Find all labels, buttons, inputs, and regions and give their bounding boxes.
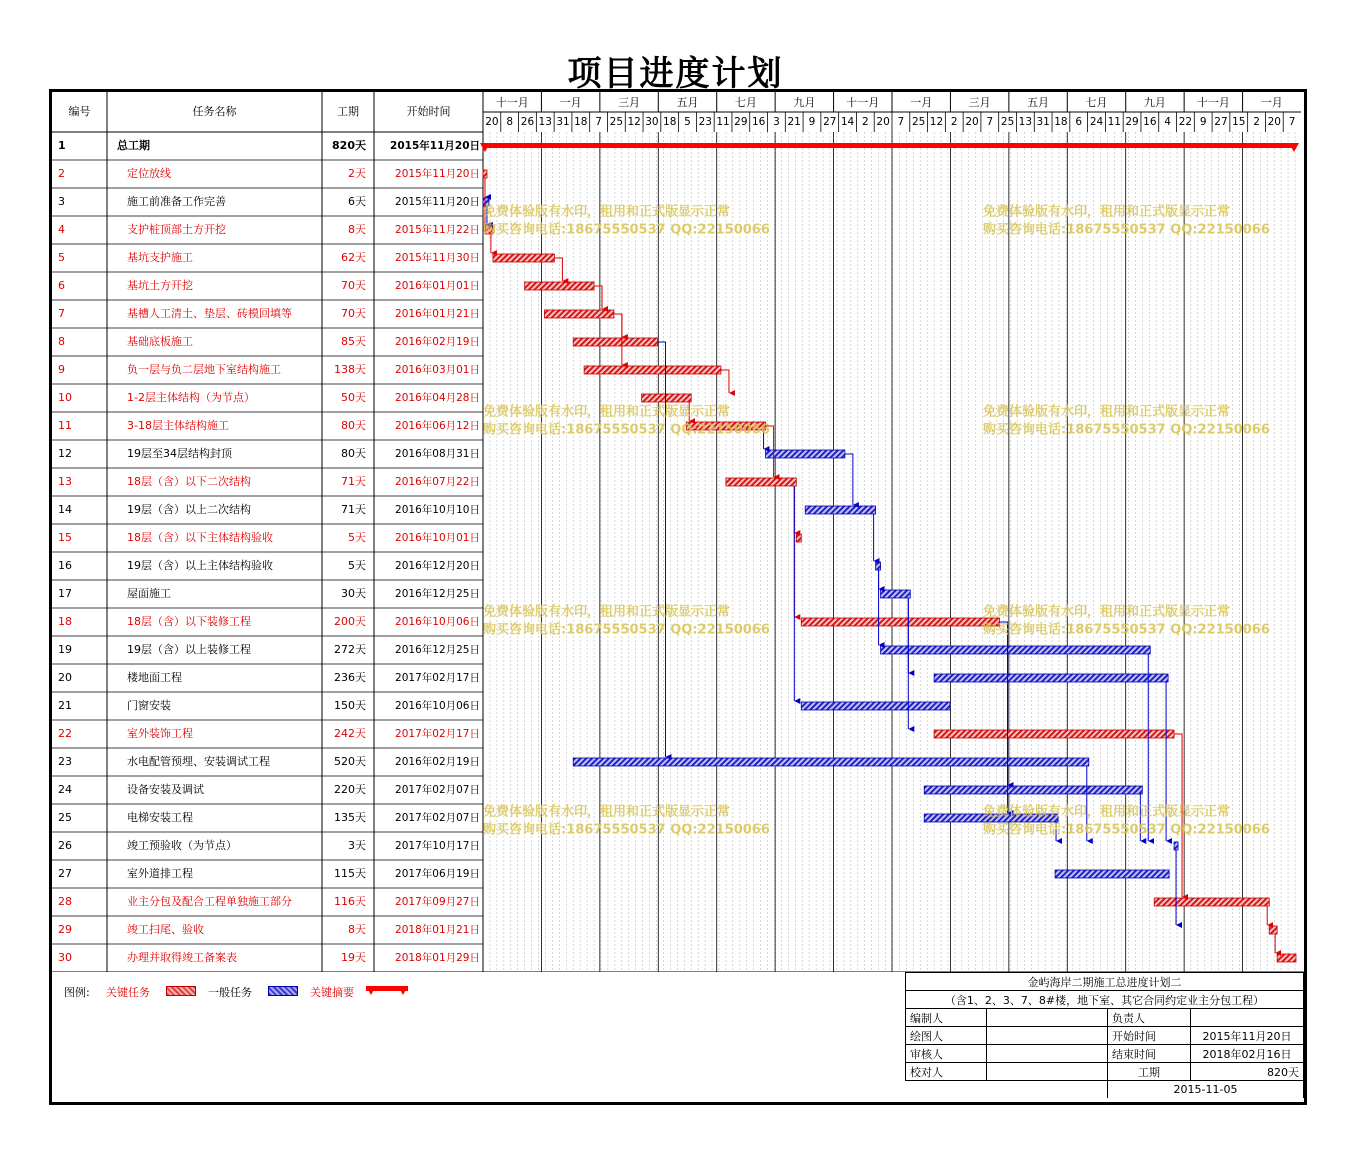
task-duration: 8天 [348, 223, 366, 236]
month-label: 一月 [910, 96, 933, 109]
dependency-link [554, 258, 562, 281]
task-start: 2017年10月17日 [395, 840, 480, 852]
month-label: 三月 [618, 96, 641, 109]
day-label: 3 [773, 116, 780, 128]
task-start: 2016年08月31日 [395, 448, 480, 460]
day-label: 8 [506, 116, 514, 128]
task-name: 18层（含）以下主体结构验收 [127, 531, 273, 544]
legend-summary-swatch [364, 984, 410, 998]
day-label: 20 [1267, 116, 1282, 128]
normal-task-bar [934, 674, 1168, 682]
day-label: 18 [1054, 116, 1068, 128]
day-label: 7 [897, 116, 905, 128]
task-start: 2015年11月30日 [395, 252, 480, 264]
day-label: 18 [574, 116, 588, 128]
legend-critical-swatch [166, 986, 196, 996]
task-name: 业主分包及配合工程单独施工部分 [127, 895, 292, 908]
task-name: 施工前准备工作完善 [127, 195, 226, 208]
task-id: 20 [58, 671, 72, 684]
task-id: 15 [58, 531, 72, 544]
task-id: 22 [58, 727, 72, 740]
task-name: 19层（含）以上主体结构验收 [127, 559, 273, 572]
normal-task-bar [766, 450, 845, 458]
task-id: 5 [58, 251, 65, 264]
task-start: 2016年07月22日 [395, 476, 480, 488]
gantt-chart [52, 92, 1304, 972]
task-name: 19层至34层结构封顶 [127, 447, 232, 460]
task-duration: 5天 [348, 531, 366, 544]
task-start: 2017年09月27日 [395, 896, 480, 908]
normal-task-bar [881, 590, 911, 598]
task-id: 25 [58, 811, 72, 824]
task-name: 总工期 [117, 139, 150, 152]
critical-task-bar [584, 366, 721, 374]
day-label: 23 [698, 116, 712, 128]
day-label: 20 [876, 116, 890, 128]
task-start: 2016年12月20日 [395, 560, 480, 572]
day-label: 29 [734, 116, 748, 128]
task-duration: 80天 [341, 419, 366, 432]
task-name: 电梯安装工程 [127, 811, 193, 824]
task-id: 2 [58, 167, 65, 180]
task-id: 26 [58, 839, 72, 852]
task-name: 支护桩顶部土方开挖 [127, 223, 226, 236]
month-label: 一月 [1260, 96, 1283, 109]
watermark-line: 免费体验版有水印，租用和正式版显示正常 [483, 404, 731, 420]
day-label: 18 [663, 116, 677, 128]
day-label: 22 [1178, 116, 1193, 128]
critical-task-bar [796, 534, 801, 542]
day-label: 31 [1036, 116, 1050, 128]
watermark-line: 购买咨询电话:18675550537 QQ:22150066 [983, 822, 1270, 838]
month-label: 五月 [676, 96, 699, 109]
task-start: 2017年02月17日 [395, 728, 480, 740]
task-name: 水电配管预埋、安装调试工程 [127, 755, 270, 768]
legend-summary-label: 关键摘要 [310, 986, 354, 999]
legend [64, 984, 464, 1004]
task-duration: 116天 [334, 895, 366, 908]
task-id: 27 [58, 867, 72, 880]
month-label: 一月 [559, 96, 582, 109]
watermark-line: 购买咨询电话:18675550537 QQ:22150066 [983, 222, 1270, 238]
task-name: 屋面施工 [127, 587, 171, 600]
month-label: 九月 [1143, 96, 1166, 109]
task-duration: 200天 [334, 615, 366, 628]
footer-reviewer-value [987, 1045, 1108, 1063]
watermark-line: 购买咨询电话:18675550537 QQ:22150066 [483, 622, 770, 638]
dependency-link [845, 454, 853, 505]
task-id: 12 [58, 447, 72, 460]
task-start: 2016年03月01日 [395, 364, 480, 376]
task-duration: 71天 [341, 475, 366, 488]
task-name: 基槽人工清土、垫层、砖模回填等 [127, 307, 292, 320]
day-label: 2 [950, 116, 958, 128]
day-label: 25 [911, 116, 926, 128]
task-start: 2016年12月25日 [395, 644, 480, 656]
task-duration: 220天 [334, 783, 366, 796]
day-label: 13 [538, 116, 552, 128]
watermark-line: 免费体验版有水印，租用和正式版显示正常 [983, 404, 1231, 420]
critical-task-bar [573, 338, 657, 346]
task-start: 2016年06月12日 [395, 420, 480, 432]
footer-checker-value [987, 1063, 1108, 1081]
day-label: 26 [520, 116, 535, 128]
task-start: 2017年06月19日 [395, 868, 480, 880]
task-duration: 820天 [332, 139, 366, 152]
watermark-line: 免费体验版有水印，租用和正式版显示正常 [483, 204, 731, 220]
task-start: 2016年10月06日 [395, 700, 480, 712]
task-duration: 150天 [334, 699, 366, 712]
footer-table [905, 972, 1304, 1098]
footer-duration-label: 工期 [1108, 1063, 1191, 1081]
task-duration: 3天 [348, 839, 366, 852]
month-label: 七月 [734, 96, 757, 109]
task-name: 基坑土方开挖 [127, 279, 193, 292]
task-start: 2015年11月20日 [390, 140, 480, 152]
critical-task-bar [726, 478, 796, 486]
task-start: 2016年12月25日 [395, 588, 480, 600]
task-start: 2016年01月01日 [395, 280, 480, 292]
day-label: 9 [808, 116, 816, 128]
footer-owner-value [1191, 1009, 1304, 1027]
task-duration: 85天 [341, 335, 366, 348]
watermark-line: 免费体验版有水印，租用和正式版显示正常 [983, 804, 1231, 820]
task-duration: 50天 [341, 391, 366, 404]
task-name: 负一层与负二层地下室结构施工 [127, 363, 281, 376]
legend-normal-swatch [268, 986, 298, 996]
day-label: 24 [1089, 116, 1104, 128]
day-label: 25 [1000, 116, 1015, 128]
month-label: 九月 [793, 96, 816, 109]
footer-reviewer-label: 审核人 [906, 1045, 987, 1063]
task-start: 2015年11月20日 [395, 168, 480, 180]
task-duration: 520天 [334, 755, 366, 768]
day-label: 16 [751, 116, 766, 128]
footer-end-value: 2018年02月16日 [1191, 1045, 1304, 1063]
day-label: 27 [823, 116, 837, 128]
day-label: 29 [1125, 116, 1139, 128]
task-id: 24 [58, 783, 72, 796]
task-duration: 242天 [334, 727, 366, 740]
normal-task-bar [573, 758, 1089, 766]
footer-editor-value [987, 1009, 1108, 1027]
task-duration: 30天 [341, 587, 366, 600]
task-start: 2016年02月19日 [395, 756, 480, 768]
task-duration: 138天 [334, 363, 366, 376]
footer-project: 金屿海岸二期施工总进度计划二 [906, 973, 1304, 991]
task-start: 2018年01月29日 [395, 952, 480, 964]
critical-task-bar [1154, 898, 1269, 906]
task-id: 18 [58, 615, 72, 628]
task-start: 2017年02月07日 [395, 784, 480, 796]
task-id: 1 [58, 139, 66, 152]
task-duration: 71天 [341, 503, 366, 516]
task-duration: 19天 [341, 951, 366, 964]
normal-task-bar [876, 562, 881, 570]
task-start: 2016年04月28日 [395, 392, 480, 404]
task-id: 14 [58, 503, 72, 516]
task-id: 11 [58, 419, 72, 432]
task-id: 30 [58, 951, 72, 964]
day-label: 11 [716, 116, 730, 128]
task-start: 2015年11月22日 [395, 224, 480, 236]
task-duration: 272天 [334, 643, 366, 656]
task-id: 4 [58, 223, 65, 236]
header-start: 开始时间 [406, 105, 451, 118]
month-label: 七月 [1085, 96, 1108, 109]
footer-owner-label: 负责人 [1108, 1009, 1191, 1027]
task-name: 19层（含）以上装修工程 [127, 643, 251, 656]
day-label: 2 [861, 116, 869, 128]
footer-drawer-label: 绘图人 [906, 1027, 987, 1045]
footer-start-value: 2015年11月20日 [1191, 1027, 1304, 1045]
normal-task-bar [1174, 842, 1178, 850]
critical-task-bar [525, 282, 594, 290]
task-name: 18层（含）以下装修工程 [127, 615, 251, 628]
task-start: 2016年02月19日 [395, 336, 480, 348]
legend-critical-label: 关键任务 [106, 986, 150, 999]
day-label: 27 [1214, 116, 1228, 128]
day-label: 16 [1143, 116, 1157, 128]
header-name: 任务名称 [192, 105, 237, 118]
footer-blank [906, 1081, 1108, 1099]
month-label: 三月 [968, 96, 991, 109]
task-duration: 6天 [348, 195, 366, 208]
task-start: 2015年11月20日 [395, 196, 480, 208]
task-duration: 70天 [341, 307, 366, 320]
day-label: 5 [684, 116, 691, 128]
critical-task-bar [1277, 954, 1296, 962]
task-name: 19层（含）以上二次结构 [127, 503, 251, 516]
task-id: 8 [58, 335, 65, 348]
day-label: 7 [1288, 116, 1296, 128]
page-title: 项目进度计划 [567, 54, 784, 94]
footer-date: 2015-11-05 [1108, 1081, 1304, 1099]
watermark-line: 购买咨询电话:18675550537 QQ:22150066 [483, 422, 770, 438]
summary-bar [483, 143, 1296, 148]
day-label: 25 [609, 116, 624, 128]
task-duration: 80天 [341, 447, 366, 460]
legend-label: 图例: [64, 986, 90, 999]
day-label: 11 [1107, 116, 1121, 128]
task-id: 23 [58, 755, 72, 768]
task-duration: 236天 [334, 671, 366, 684]
task-id: 6 [58, 279, 65, 292]
day-label: 21 [787, 116, 801, 128]
task-id: 29 [58, 923, 72, 936]
task-start: 2016年01月21日 [395, 308, 480, 320]
task-duration: 62天 [341, 251, 366, 264]
task-id: 16 [58, 559, 72, 572]
watermark-line: 免费体验版有水印，租用和正式版显示正常 [483, 604, 731, 620]
watermark-line: 购买咨询电话:18675550537 QQ:22150066 [983, 422, 1270, 438]
day-label: 30 [645, 116, 659, 128]
critical-task-bar [642, 394, 692, 402]
day-label: 2 [1253, 116, 1260, 128]
critical-task-bar [934, 730, 1174, 738]
gantt-frame [49, 89, 1307, 1105]
day-label: 20 [965, 116, 979, 128]
task-duration: 135天 [334, 811, 366, 824]
normal-task-bar [805, 506, 875, 514]
normal-task-bar [801, 702, 950, 710]
critical-task-bar [801, 618, 999, 626]
day-label: 9 [1199, 116, 1207, 128]
watermark-line: 免费体验版有水印，租用和正式版显示正常 [983, 204, 1231, 220]
task-duration: 115天 [334, 867, 366, 880]
day-label: 4 [1164, 116, 1171, 128]
normal-task-bar [881, 646, 1151, 654]
task-name: 设备安装及调试 [127, 783, 204, 796]
footer-editor-label: 编制人 [906, 1009, 987, 1027]
task-name: 竣工预验收（为节点） [127, 839, 237, 852]
task-name: 室外道排工程 [127, 867, 193, 880]
day-label: 14 [840, 116, 855, 128]
dependency-link [721, 370, 729, 393]
normal-task-bar [924, 786, 1142, 794]
task-duration: 5天 [348, 559, 366, 572]
header-id: 编号 [68, 105, 91, 118]
critical-task-bar [493, 254, 554, 262]
task-id: 19 [58, 643, 72, 656]
task-id: 9 [58, 363, 65, 376]
task-duration: 70天 [341, 279, 366, 292]
task-start: 2017年02月17日 [395, 672, 480, 684]
day-label: 6 [1075, 116, 1083, 128]
task-name: 18层（含）以下二次结构 [127, 475, 251, 488]
task-start: 2017年02月07日 [395, 812, 480, 824]
day-label: 31 [556, 116, 570, 128]
task-id: 21 [58, 699, 72, 712]
task-id: 17 [58, 587, 72, 600]
footer-scope: （含1、2、3、7、8#楼，地下室、其它合同约定业主分包工程） [906, 991, 1304, 1009]
task-duration: 8天 [348, 923, 366, 936]
day-label: 7 [986, 116, 994, 128]
task-id: 10 [58, 391, 72, 404]
month-label: 十一月 [1196, 96, 1230, 109]
task-name: 门窗安装 [127, 699, 171, 712]
watermark-line: 免费体验版有水印，租用和正式版显示正常 [483, 804, 731, 820]
day-label: 12 [929, 116, 944, 128]
task-name: 3-18层主体结构施工 [127, 419, 229, 432]
month-label: 五月 [1027, 96, 1050, 109]
header-duration: 工期 [337, 105, 359, 118]
footer-duration-value: 820天 [1191, 1063, 1304, 1081]
task-start: 2016年10月10日 [395, 504, 480, 516]
task-id: 7 [58, 307, 65, 320]
task-id: 13 [58, 475, 72, 488]
critical-task-bar [1269, 926, 1277, 934]
task-start: 2018年01月21日 [395, 924, 480, 936]
day-label: 15 [1232, 116, 1246, 128]
footer-checker-label: 校对人 [906, 1063, 987, 1081]
watermark-line: 免费体验版有水印，租用和正式版显示正常 [983, 604, 1231, 620]
task-name: 竣工扫尾、验收 [127, 923, 204, 936]
task-start: 2016年10月01日 [395, 532, 480, 544]
watermark-line: 购买咨询电话:18675550537 QQ:22150066 [483, 222, 770, 238]
task-id: 3 [58, 195, 65, 208]
task-name: 办理并取得竣工备案表 [127, 951, 237, 964]
day-label: 13 [1018, 116, 1033, 128]
footer-drawer-value [987, 1027, 1108, 1045]
day-label: 12 [627, 116, 641, 128]
month-label: 十一月 [846, 96, 880, 109]
task-id: 28 [58, 895, 72, 908]
task-start: 2016年10月06日 [395, 616, 480, 628]
legend-normal-label: 一般任务 [208, 986, 252, 999]
month-label: 十一月 [495, 96, 529, 109]
footer-start-label: 开始时间 [1108, 1027, 1191, 1045]
day-label: 20 [485, 116, 499, 128]
task-name: 基础底板施工 [127, 335, 193, 348]
task-name: 楼地面工程 [127, 671, 182, 684]
task-duration: 2天 [348, 167, 366, 180]
task-name: 室外装饰工程 [127, 727, 193, 740]
watermark-line: 购买咨询电话:18675550537 QQ:22150066 [983, 622, 1270, 638]
critical-task-bar [544, 310, 613, 318]
task-name: 基坑支护施工 [127, 251, 193, 264]
footer-end-label: 结束时间 [1108, 1045, 1191, 1063]
watermark-line: 购买咨询电话:18675550537 QQ:22150066 [483, 822, 770, 838]
normal-task-bar [1055, 870, 1169, 878]
task-name: 定位放线 [127, 167, 171, 180]
task-name: 1-2层主体结构（为节点） [127, 391, 255, 404]
critical-task-bar [483, 170, 487, 178]
day-label: 7 [595, 116, 602, 128]
